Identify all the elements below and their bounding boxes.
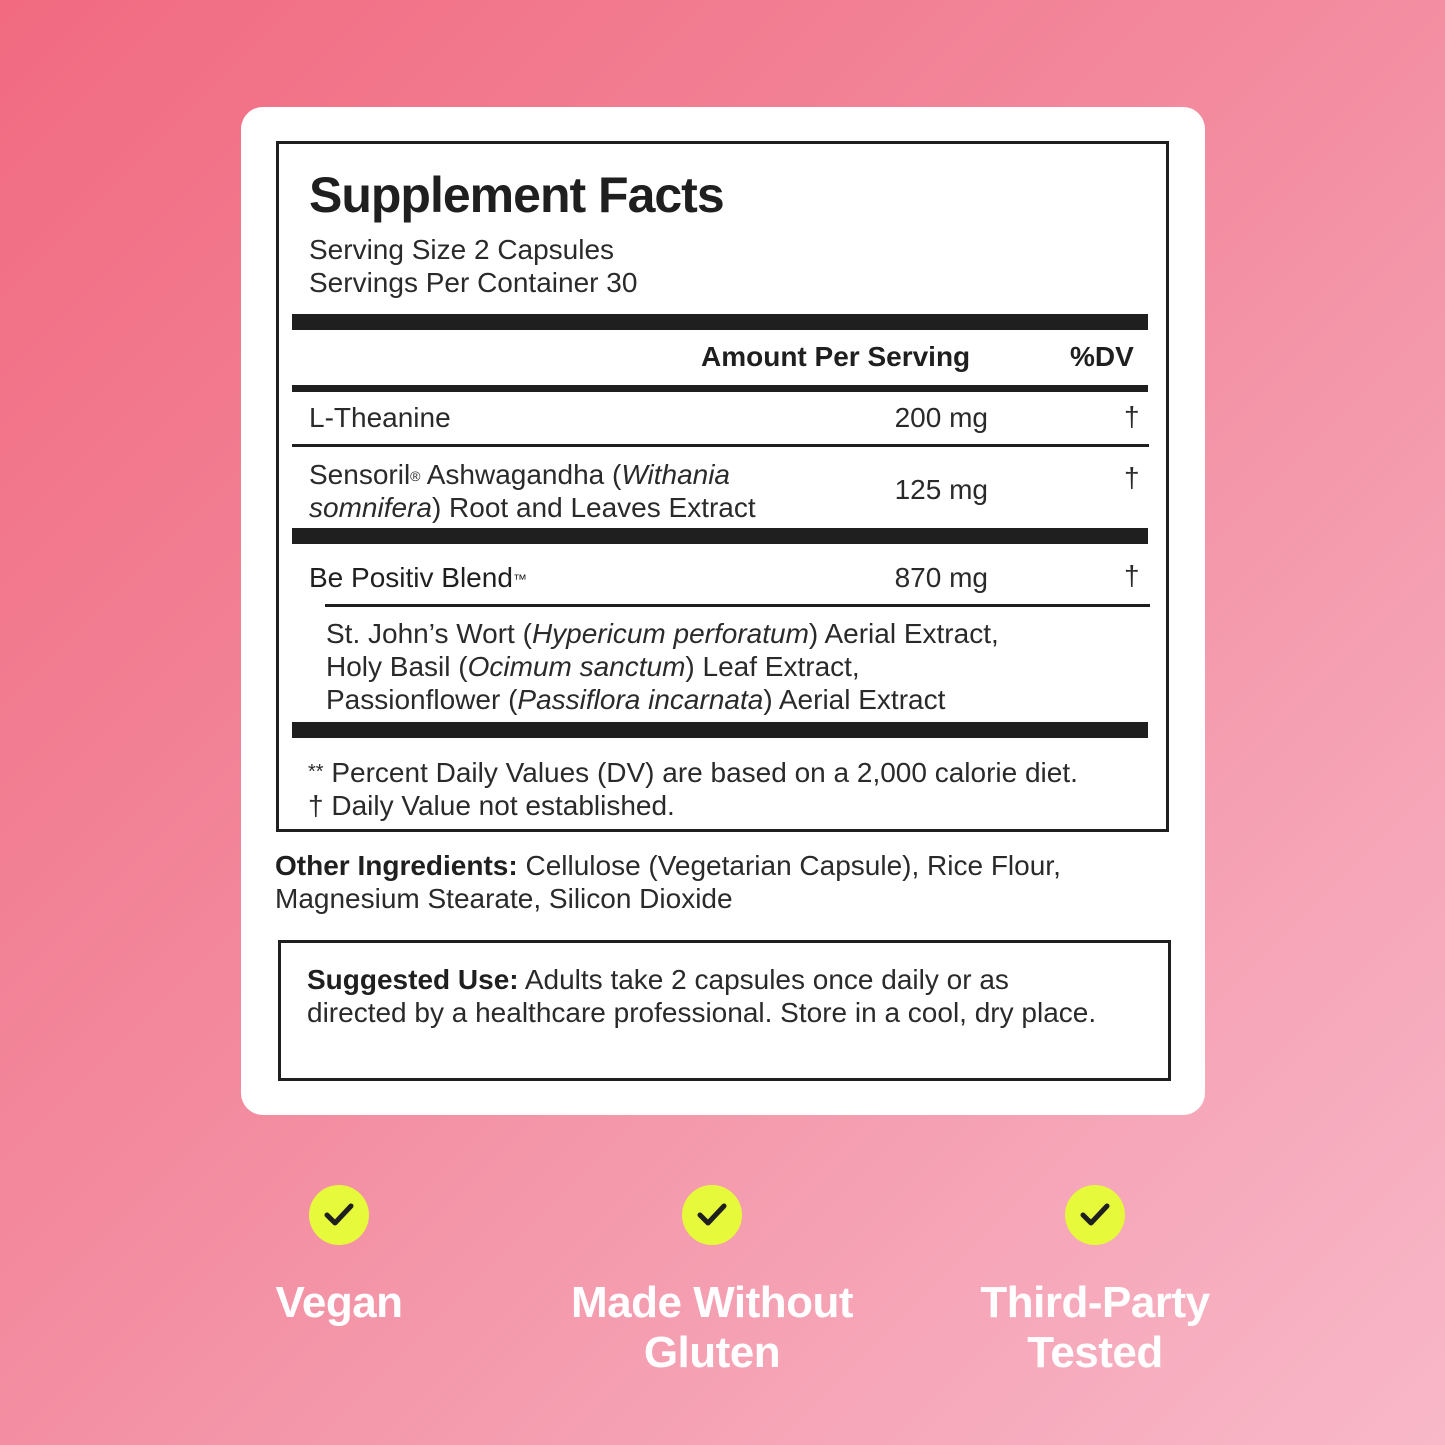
servings-per-container: Servings Per Container 30 xyxy=(309,267,638,298)
supplement-facts-panel xyxy=(276,141,1169,832)
badge-label: Vegan xyxy=(275,1278,403,1327)
row-name-blend: Be Positiv Blend™ xyxy=(309,562,527,593)
thick-divider xyxy=(292,722,1148,738)
header-divider xyxy=(292,385,1148,392)
header-amount: Amount Per Serving xyxy=(701,341,971,372)
supplement-card xyxy=(241,107,1205,1115)
footnote-dagger: † Daily Value not established. xyxy=(308,790,675,821)
header-dv: %DV xyxy=(1070,341,1134,372)
row-divider xyxy=(292,444,1149,447)
row-name-l-theanine: L-Theanine xyxy=(309,402,451,433)
badge-label: Made Without Gluten xyxy=(571,1278,853,1377)
suggested-use-box xyxy=(278,940,1171,1081)
blend-ingredients: St. John’s Wort (Hypericum perforatum) Aerial Extract, Holy Basil (Ocimum sanctum) Leaf Extract, Passionflower (Passiflora incarnata) Aerial Extract xyxy=(326,618,999,715)
thick-divider xyxy=(292,314,1148,330)
row-dv: † xyxy=(1124,462,1140,493)
row-amount: 870 mg xyxy=(894,562,988,593)
row-amount: 125 mg xyxy=(894,474,988,505)
row-dv: † xyxy=(1124,401,1140,432)
row-amount: 200 mg xyxy=(894,402,988,433)
check-icon xyxy=(682,1185,742,1245)
serving-size: Serving Size 2 Capsules xyxy=(309,234,615,265)
suggested-use-text: Suggested Use: Adults take 2 capsules once daily or as directed by a healthcare professional. Store in a cool, dry place. xyxy=(307,964,1097,1028)
blend-divider xyxy=(325,604,1150,607)
check-icon xyxy=(309,1185,369,1245)
thick-divider xyxy=(292,528,1148,544)
check-icon xyxy=(1065,1185,1125,1245)
row-dv: † xyxy=(1124,560,1140,591)
row-name-ashwagandha: Sensoril® Ashwagandha (Withania somnifera) Root and Leaves Extract xyxy=(309,459,756,523)
footnote-dv: ** Percent Daily Values (DV) are based on a 2,000 calorie diet. xyxy=(308,757,1078,788)
other-ingredients: Other Ingredients: Cellulose (Vegetarian Capsule), Rice Flour, Magnesium Stearate, Silicon Dioxide xyxy=(275,850,1061,914)
facts-title: Supplement Facts xyxy=(309,167,724,223)
badge-label: Third-Party Tested xyxy=(980,1278,1210,1377)
footnotes xyxy=(308,756,1158,822)
